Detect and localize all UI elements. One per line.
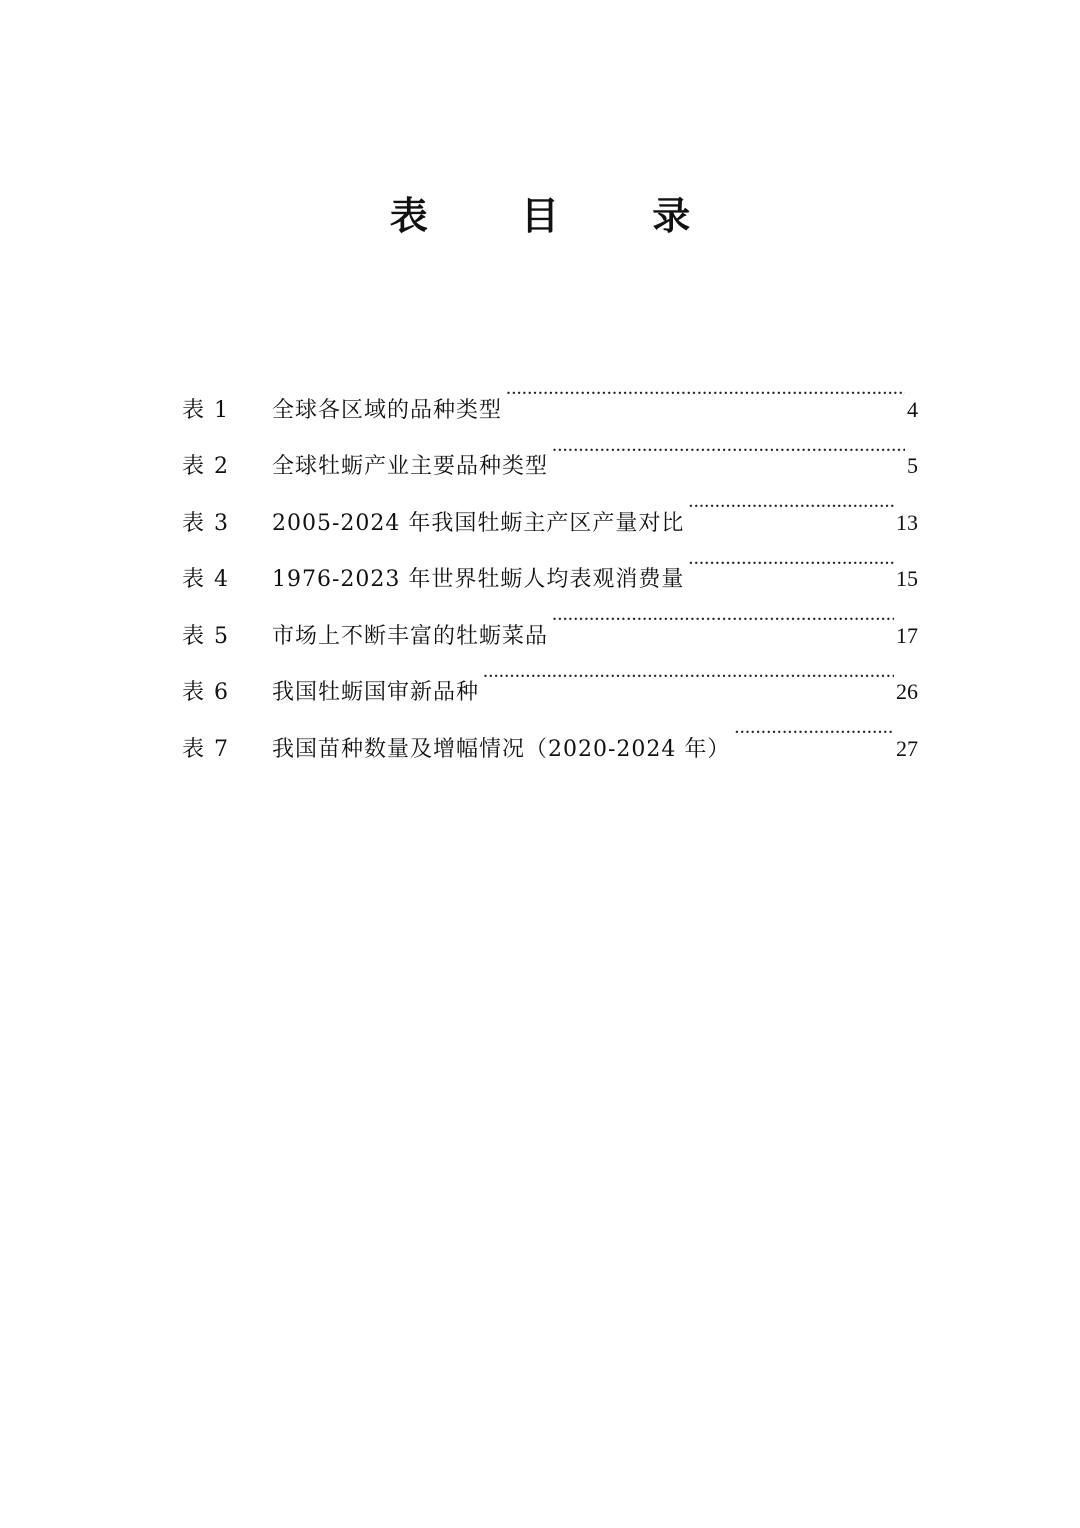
toc-entry-page: 13 xyxy=(896,509,918,535)
toc-entry-prefix: 表 xyxy=(182,567,205,592)
toc-entry-number: 2 xyxy=(214,454,228,479)
toc-entry-title: 全球各区域的品种类型 xyxy=(272,397,503,423)
toc-entry-number: 7 xyxy=(214,736,228,762)
toc-entry-page: 15 xyxy=(896,566,918,591)
toc-entry-label xyxy=(182,383,272,440)
toc-entry-title: 市场上不断丰富的牡蛎菜品 xyxy=(272,623,549,649)
toc-entry-title: 2005-2024 年我国牡蛎主产区产量对比 xyxy=(272,510,685,536)
toc-entry-label xyxy=(182,552,272,609)
table-of-contents xyxy=(182,360,918,762)
toc-leader-dots xyxy=(552,417,905,474)
toc-entry-label xyxy=(182,609,272,666)
toc-leader-dots xyxy=(483,643,894,700)
toc-entry-title: 全球牡蛎产业主要品种类型 xyxy=(272,454,549,479)
toc-entry-title: 我国牡蛎国审新品种 xyxy=(272,680,480,705)
toc-entry-label xyxy=(182,665,272,722)
toc-entry-title: 我国苗种数量及增幅情况（2020-2024 年） xyxy=(272,736,731,762)
toc-entry-page: 17 xyxy=(896,622,918,648)
toc-entry-number: 4 xyxy=(214,567,228,592)
toc-entry-prefix: 表 xyxy=(182,454,205,479)
toc-leader-dots xyxy=(688,530,894,587)
toc-entry-number: 6 xyxy=(214,680,228,705)
toc-entry-page: 4 xyxy=(907,396,918,422)
toc-entry-prefix: 表 xyxy=(182,397,205,423)
toc-entry-prefix: 表 xyxy=(182,680,205,705)
toc-leader-dots xyxy=(734,699,894,756)
toc-entry-prefix: 表 xyxy=(182,623,205,649)
toc-leader-dots xyxy=(552,586,894,643)
page-title: 表 目 录 xyxy=(389,193,731,238)
toc-entry-page: 5 xyxy=(907,453,918,478)
toc-entry-number: 1 xyxy=(214,397,228,423)
toc-entry-label xyxy=(182,722,272,779)
toc-entry-label xyxy=(182,439,272,496)
toc-leader-dots xyxy=(506,360,905,417)
toc-entry-number: 3 xyxy=(214,510,228,536)
toc-entry-number: 5 xyxy=(214,623,228,649)
toc-entry-title: 1976-2023 年世界牡蛎人均表观消费量 xyxy=(272,567,685,592)
toc-entry-page: 27 xyxy=(896,735,918,761)
toc-entry-label xyxy=(182,496,272,553)
toc-entry-prefix: 表 xyxy=(182,510,205,536)
toc-entry[interactable] xyxy=(182,360,918,423)
toc-entry-page: 26 xyxy=(896,679,918,704)
toc-entry-prefix: 表 xyxy=(182,736,205,762)
toc-leader-dots xyxy=(688,473,894,530)
